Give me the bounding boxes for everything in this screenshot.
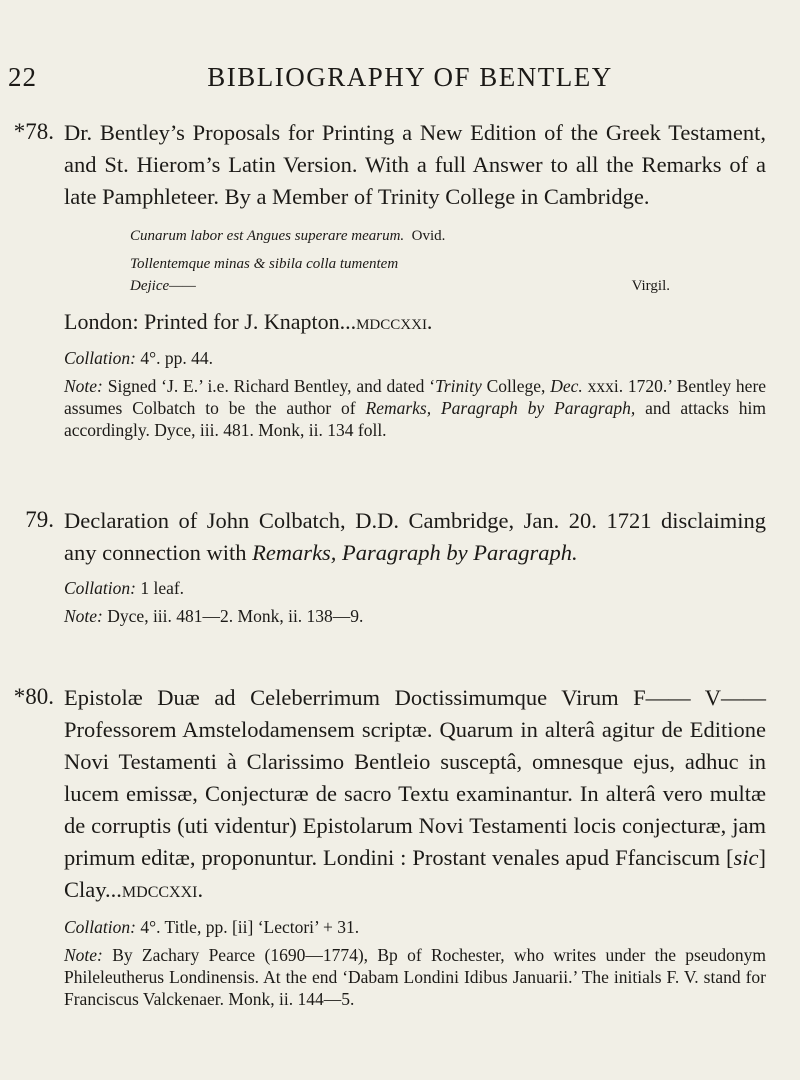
- note: Note: Dyce, iii. 481—2. Monk, ii. 138—9.: [64, 606, 364, 626]
- collation: Collation: 4°. Title, pp. [ii] ‘Lectori’ + 31.: [64, 917, 360, 937]
- note: Note: Signed ‘J. E.’ i.e. Richard Bentley, and dated ‘Trinity College, Dec. xxxi. 1720.’ Bentley here assumes Colbatch to be the author of Remarks, Paragraph by Paragraph, and attacks him accordingly. Dyce, iii. 481. Monk, ii. 134 foll.: [64, 376, 767, 440]
- imprint: London: Printed for J. Knapton...mdccxxi.: [64, 309, 433, 334]
- entry-title: Dr. Bentley’s Proposals for Printing a New Edition of the Greek Testament, and St. Hierom’s Latin Version. With a full Answer to all the Remarks of a late Pamphleteer. By a Member of Trinity College in Cambridge.: [64, 120, 766, 209]
- epigraph-author: Ovid.: [411, 228, 446, 244]
- epigraph-line: Cunarum labor est Angues superare mearum.: [130, 228, 405, 244]
- entry-body: [64, 117, 766, 441]
- entry-number: *80.: [13, 684, 54, 709]
- epigraph-line: Tollentemque minas & sibila colla tumentem: [130, 256, 399, 272]
- entry-body: [64, 505, 766, 627]
- entry-title: Epistolæ Duæ ad Celeberrimum Doctissimumque Virum F—— V—— Professorem Amstelodamensem scriptæ. Quarum in alterâ agitur de Editione Novi Testamenti à Clarissimo Bentleio susceptâ, omnesque ejus, adhuc in lucem emissæ, Conjecturæ de sacro Textu examinantur. In alterâ vero multæ de corruptis (uti videntur) Epistolarum Novi Testamenti locis conjecturæ, jam primum editæ, proponuntur. Londini : Prostant venales apud Ffanciscum [sic] Clay...mdccxxi.: [64, 685, 766, 902]
- epigraph: [130, 225, 670, 297]
- epigraph-line: Dejice——: [130, 278, 196, 294]
- entry-number: 79.: [25, 507, 54, 532]
- entry-title: Declaration of John Colbatch, D.D. Cambridge, Jan. 20. 1721 disclaiming any connection with Remarks, Paragraph by Paragraph.: [64, 508, 766, 565]
- collation: Collation: 1 leaf.: [64, 578, 185, 598]
- page-header: [0, 62, 800, 102]
- entry-number: *78.: [13, 119, 54, 144]
- epigraph-author: Virgil.: [631, 278, 670, 294]
- running-title: BIBLIOGRAPHY OF BENTLEY: [207, 62, 613, 92]
- entry-body: [64, 682, 766, 1010]
- page-number: 22: [8, 62, 37, 92]
- note: Note: By Zachary Pearce (1690—1774), Bp of Rochester, who writes under the pseudonym Phileleutherus Londinensis. At the end ‘Dabam Londini Idibus Januarii.’ The initials F. V. stand for Franciscus Valckenaer. Monk, ii. 144—5.: [64, 945, 766, 1009]
- collation: Collation: 4°. pp. 44.: [64, 348, 213, 368]
